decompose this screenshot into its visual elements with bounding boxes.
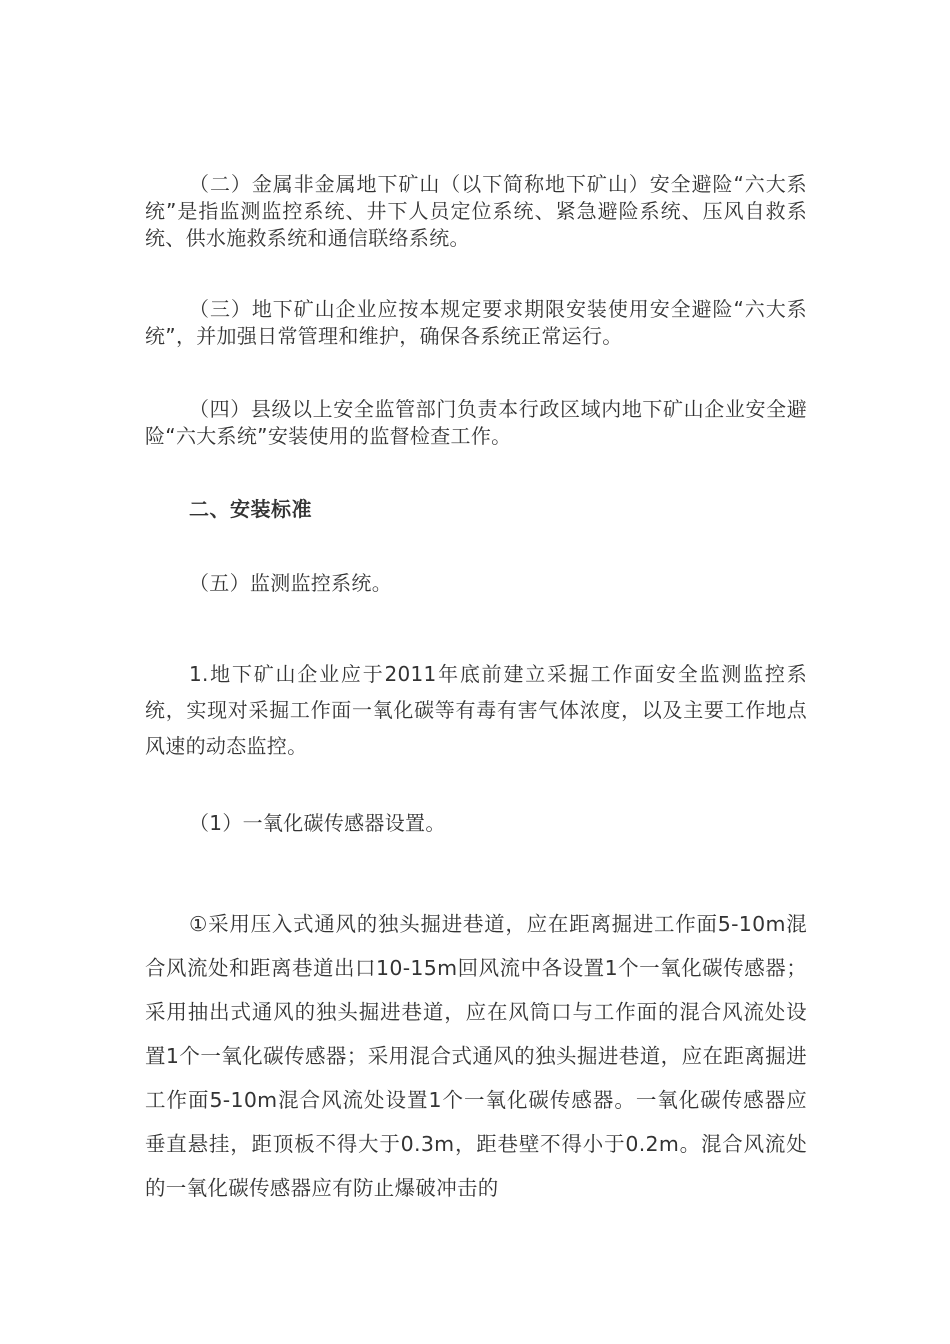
sub-item-1-title: （1）一氧化碳传感器设置。 [189, 811, 446, 835]
paragraph-3: （三）地下矿山企业应按本规定要求期限安装使用安全避险“六大系统”，并加强日常管理和维护，确保各系统正常运行。 [145, 297, 807, 348]
paragraph-5: （五）监测监控系统。 [189, 571, 392, 595]
section-heading: 二、安装标准 [189, 497, 312, 521]
paragraph-2: （二）金属非金属地下矿山（以下简称地下矿山）安全避险“六大系统”是指监测监控系统、井下人员定位系统、紧急避险系统、压风自救系统、供水施救系统和通信联络系统。 [145, 172, 807, 250]
sub-item-1-text: ①采用压入式通风的独头掘进巷道，应在距离掘进工作面5-10m混合风流处和距离巷道出口10-15m回风流中各设置1个一氧化碳传感器；采用抽出式通风的独头掘进巷道，应在风筒口与工作面的混合风流处设置1个一氧化碳传感器；采用混合式通风的独头掘进巷道，应在距离掘进工作面5-10m混合风流处设置1个一氧化碳传感器。一氧化碳传感器应垂直悬挂，距顶板不得大于0.3m，距巷壁不得小于0.2m。混合风流处的一氧化碳传感器应有防止爆破冲击的 [145, 912, 807, 1200]
item-1: 1.地下矿山企业应于2011年底前建立采掘工作面安全监测监控系统，实现对采掘工作面一氧化碳等有毒有害气体浓度，以及主要工作地点风速的动态监控。 [145, 662, 807, 758]
paragraph-4: （四）县级以上安全监管部门负责本行政区域内地下矿山企业安全避险“六大系统”安装使用的监督检查工作。 [145, 397, 807, 448]
